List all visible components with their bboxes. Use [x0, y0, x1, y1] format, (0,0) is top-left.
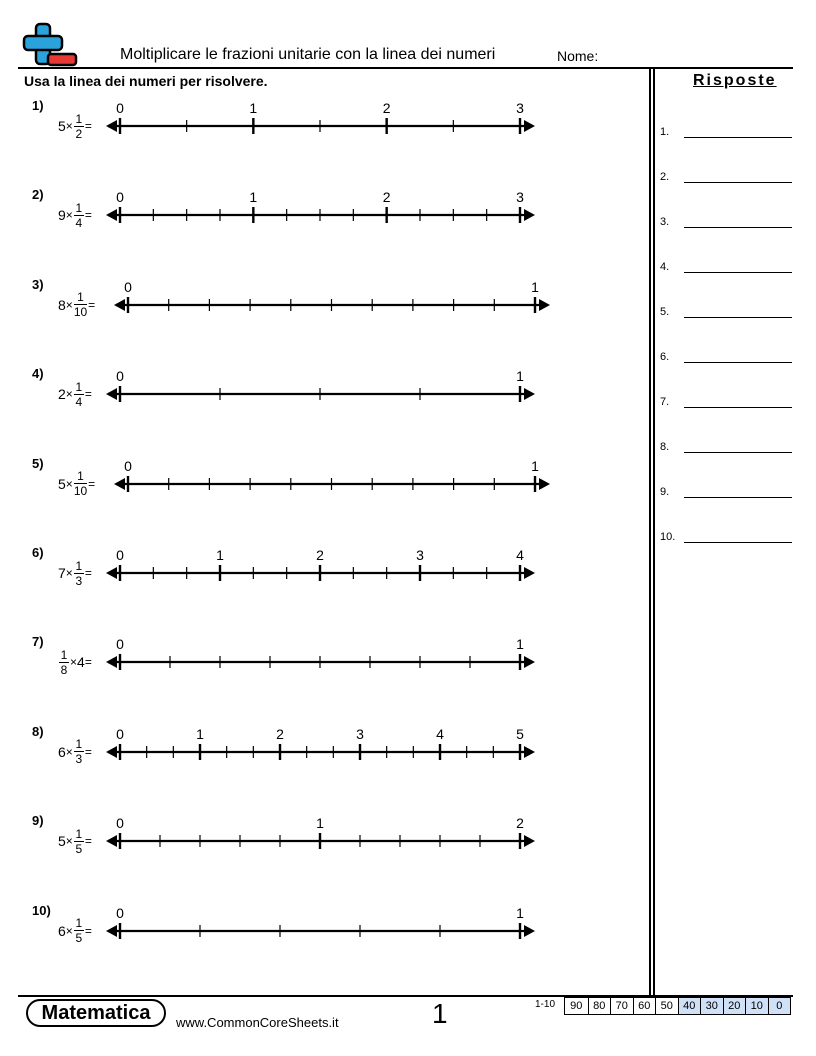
times-sign: ×	[65, 476, 73, 491]
times-sign: ×	[65, 387, 73, 402]
answers-title: Risposte	[693, 72, 777, 89]
tick-label: 5	[516, 725, 524, 742]
score-cell: 10	[745, 998, 768, 1014]
left-arrow-icon	[106, 746, 117, 758]
answer-number: 8.	[660, 441, 670, 453]
fraction-denominator: 5	[75, 931, 83, 946]
problem-number: 4)	[32, 366, 44, 382]
equals-sign: =	[84, 566, 92, 580]
problem-4	[0, 366, 640, 416]
score-table	[564, 997, 791, 1015]
equals-sign: =	[84, 387, 92, 402]
answer-number: 7.	[660, 396, 670, 408]
fraction-numerator: 1	[75, 737, 83, 752]
tick-label: 2	[516, 815, 524, 832]
tick-label: 0	[116, 725, 124, 742]
whole-number: 5	[58, 833, 66, 850]
tick-label: 0	[124, 278, 132, 295]
number-line	[0, 813, 640, 863]
tick-label: 1	[531, 278, 539, 295]
number-line	[0, 98, 640, 148]
score-cell: 0	[768, 998, 791, 1014]
left-arrow-icon	[114, 299, 125, 311]
site-url: www.CommonCoreSheets.it	[176, 1015, 339, 1030]
answer-column-divider	[649, 67, 651, 995]
answer-blank[interactable]	[660, 165, 792, 185]
times-sign: ×	[70, 655, 78, 670]
tick-label: 1	[516, 904, 524, 921]
fraction-denominator: 4	[75, 394, 83, 409]
fraction-denominator: 3	[75, 752, 83, 767]
answer-blank[interactable]	[660, 345, 792, 365]
left-arrow-icon	[106, 209, 117, 221]
equals-sign: =	[84, 923, 92, 938]
answer-blank[interactable]	[660, 120, 792, 140]
fraction-denominator: 2	[75, 126, 83, 141]
problem-3	[0, 277, 640, 327]
right-arrow-icon	[524, 209, 535, 221]
answer-number: 10.	[660, 531, 676, 543]
plus-minus-logo-icon	[22, 22, 80, 68]
answer-line	[684, 542, 792, 543]
right-arrow-icon	[539, 299, 550, 311]
fraction-denominator: 3	[75, 573, 83, 588]
right-arrow-icon	[524, 835, 535, 847]
tick-label: 4	[436, 725, 444, 742]
tick-label: 1	[216, 547, 224, 563]
fraction-numerator: 1	[75, 379, 83, 394]
fraction-denominator: 4	[75, 215, 83, 230]
page-title: Moltiplicare le frazioni unitarie con la linea dei numeri	[120, 46, 496, 63]
tick-label: 1	[249, 100, 258, 116]
problem-6	[0, 545, 640, 595]
tick-label: 0	[116, 100, 124, 116]
equals-sign: =	[84, 208, 92, 223]
right-arrow-icon	[524, 656, 535, 668]
tick-label: 1	[316, 815, 324, 832]
name-label: Nome:	[557, 48, 599, 64]
problem-number: 10)	[32, 902, 51, 918]
tick-label: 2	[316, 547, 324, 563]
answer-blank[interactable]	[660, 210, 792, 230]
fraction-numerator: 1	[75, 558, 83, 573]
answer-number: 6.	[660, 351, 670, 363]
problem-number: 1)	[32, 98, 44, 113]
left-arrow-icon	[106, 835, 117, 847]
fraction-numerator: 1	[77, 469, 84, 484]
number-line	[0, 277, 640, 327]
page-number: 1	[432, 998, 448, 1029]
times-sign: ×	[65, 119, 73, 133]
left-arrow-icon	[106, 656, 117, 668]
whole-number: 7	[58, 565, 66, 581]
problem-number: 3)	[32, 276, 44, 292]
fraction-denominator: 10	[73, 484, 88, 499]
tick-label: 1	[531, 457, 539, 474]
left-arrow-icon	[106, 567, 117, 579]
problem-7	[0, 634, 640, 684]
number-line	[0, 634, 640, 684]
tick-label: 0	[116, 636, 124, 653]
score-range: 1-10	[535, 999, 556, 1010]
number-line	[0, 724, 640, 774]
tick-label: 2	[382, 189, 391, 206]
right-arrow-icon	[524, 567, 535, 579]
fraction-numerator: 1	[75, 111, 83, 126]
problem-1	[0, 98, 640, 148]
problem-10	[0, 903, 640, 953]
left-arrow-icon	[106, 388, 117, 400]
left-arrow-icon	[114, 478, 125, 490]
problem-number: 7)	[32, 634, 44, 650]
problem-9	[0, 813, 640, 863]
tick-label: 2	[276, 725, 284, 742]
tick-label: 0	[116, 815, 124, 832]
instructions: Usa la linea dei numeri per risolvere.	[24, 73, 268, 89]
fraction-numerator: 1	[75, 826, 83, 841]
right-arrow-icon	[524, 925, 535, 937]
number-line	[0, 545, 640, 595]
problem-number: 6)	[32, 545, 44, 560]
answer-line	[684, 497, 792, 498]
score-cell: 50	[655, 998, 678, 1014]
answer-blank[interactable]	[660, 480, 792, 500]
score-cell: 60	[633, 998, 656, 1014]
equals-sign: =	[84, 744, 92, 759]
score-cell: 80	[588, 998, 611, 1014]
answer-number: 5.	[660, 306, 670, 318]
tick-label: 0	[116, 904, 124, 921]
left-arrow-icon	[106, 120, 117, 132]
fraction-numerator: 1	[60, 647, 68, 662]
answer-line	[684, 407, 792, 408]
whole-number: 6	[58, 743, 66, 760]
times-sign: ×	[65, 566, 73, 580]
answer-line	[684, 137, 792, 138]
equals-sign: =	[88, 297, 96, 312]
fraction-denominator: 10	[73, 305, 88, 320]
number-line	[0, 187, 640, 237]
problem-number: 9)	[32, 813, 44, 829]
times-sign: ×	[65, 208, 73, 223]
answer-line	[684, 272, 792, 273]
tick-label: 1	[516, 368, 524, 385]
right-arrow-icon	[524, 120, 535, 132]
answer-number: 9.	[660, 486, 670, 498]
score-cell: 90	[570, 1000, 583, 1012]
right-arrow-icon	[524, 388, 535, 400]
tick-label: 1	[196, 725, 204, 742]
times-sign: ×	[65, 744, 73, 759]
whole-number: 2	[58, 386, 66, 403]
answer-line	[684, 182, 792, 183]
tick-label: 0	[116, 547, 124, 563]
fraction-denominator: 5	[75, 841, 83, 856]
times-sign: ×	[65, 923, 73, 938]
problem-number: 8)	[32, 723, 44, 739]
answer-number: 1.	[660, 126, 670, 138]
answer-line	[684, 317, 792, 318]
answer-blank[interactable]	[660, 300, 792, 320]
score-cell: 70	[610, 998, 633, 1014]
whole-number: 9	[58, 207, 66, 224]
problem-8	[0, 724, 640, 774]
equals-sign: =	[84, 834, 92, 849]
right-arrow-icon	[524, 746, 535, 758]
tick-label: 4	[516, 547, 524, 563]
whole-number: 5	[58, 118, 66, 134]
tick-label: 2	[382, 100, 391, 116]
fraction-numerator: 1	[75, 916, 83, 931]
times-sign: ×	[65, 297, 73, 312]
whole-number: 6	[58, 922, 66, 939]
times-sign: ×	[65, 834, 73, 849]
tick-label: 0	[116, 368, 124, 385]
answer-line	[684, 227, 792, 228]
problem-number: 2)	[32, 187, 44, 203]
problem-number: 5)	[32, 455, 44, 471]
fraction-numerator: 1	[75, 200, 83, 215]
answer-column-divider	[653, 67, 655, 995]
answer-number: 3.	[660, 216, 670, 228]
tick-label: 0	[116, 189, 124, 206]
tick-label: 3	[516, 189, 524, 206]
tick-label: 3	[356, 725, 364, 742]
answer-blank[interactable]	[660, 525, 792, 545]
tick-label: 1	[249, 189, 258, 206]
equals-sign: =	[88, 476, 96, 491]
score-cell: 40	[678, 998, 701, 1014]
score-cell: 30	[700, 998, 723, 1014]
whole-number: 5	[58, 475, 66, 492]
answer-number: 2.	[660, 171, 670, 183]
answer-number: 4.	[660, 261, 670, 273]
answer-blank[interactable]	[660, 435, 792, 455]
equals-sign: =	[84, 655, 92, 670]
tick-label: 0	[124, 457, 132, 474]
subject-badge: Matematica	[26, 999, 166, 1027]
problem-5	[0, 456, 640, 506]
whole-number: 4	[77, 654, 85, 671]
number-line	[0, 456, 640, 506]
answer-blank[interactable]	[660, 390, 792, 410]
tick-label: 3	[516, 100, 524, 116]
answer-line	[684, 362, 792, 363]
number-line	[0, 903, 640, 953]
answer-blank[interactable]	[660, 255, 792, 275]
right-arrow-icon	[539, 478, 550, 490]
tick-label: 3	[416, 547, 424, 563]
number-line	[0, 366, 640, 416]
equals-sign: =	[84, 119, 92, 133]
score-cell: 20	[723, 998, 746, 1014]
problem-2	[0, 187, 640, 237]
whole-number: 8	[58, 296, 66, 313]
header-divider	[18, 67, 793, 69]
left-arrow-icon	[106, 925, 117, 937]
fraction-denominator: 8	[60, 662, 68, 677]
fraction-numerator: 1	[77, 290, 84, 305]
answer-line	[684, 452, 792, 453]
tick-label: 1	[516, 636, 524, 653]
